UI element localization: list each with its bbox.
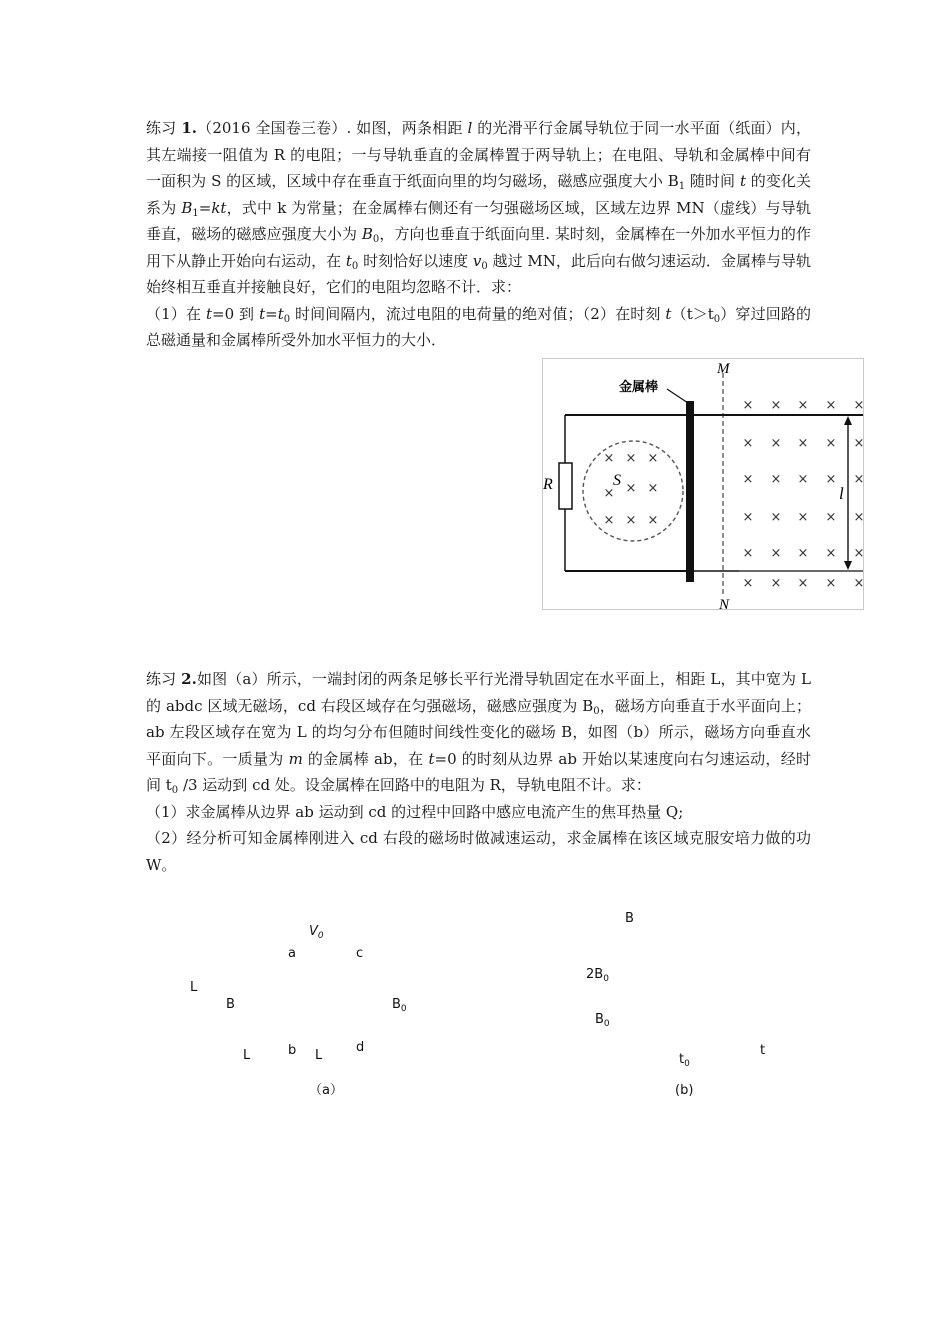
var-v: v (472, 251, 482, 270)
var-t: t (428, 749, 435, 768)
text-span: = (265, 304, 278, 323)
tick-label-t0: $t_0$ (679, 1052, 690, 1069)
field-cross-mark: × (853, 510, 865, 525)
exercise-2-question-2: （2）经分析可知金属棒刚进入 cd 右段的磁场时做减速运动，求金属棒在该区域克服安培力做的功 W。 (146, 829, 811, 874)
rod-pointer (667, 389, 688, 403)
field-cross-mark: × (625, 451, 637, 466)
var-B: B (181, 198, 193, 217)
exercise-2-body (146, 666, 811, 799)
arrow-head (844, 416, 852, 425)
axis-label-B: B (625, 911, 634, 926)
text-span: = (198, 198, 212, 217)
subscript: 1 (678, 181, 686, 192)
var-t: t (277, 304, 284, 323)
text-span: =0 的时刻从边界 ab 开始以某速度向右匀速运动，经时间 t (146, 749, 811, 794)
exercise-1-number: 1. (181, 119, 197, 137)
field-cross-mark: × (797, 472, 809, 487)
arrow-head (844, 561, 852, 570)
field-cross-mark: × (797, 546, 809, 561)
field-cross-mark: × (797, 398, 809, 413)
field-cross-mark: × (742, 436, 754, 451)
figure-1-svg (543, 359, 865, 613)
exercise-1-body (146, 115, 811, 301)
subscript: 0 (481, 260, 488, 272)
label-S: S (613, 472, 621, 489)
subscript: 0 (593, 705, 600, 717)
metal-rod (686, 401, 694, 582)
text-span: /3 运动到 cd 处。设金属棒在回路中的电阻为 R，导轨电阻不计。求： (178, 776, 651, 794)
axis-label-t: t (760, 1043, 766, 1058)
var-l: l (467, 119, 473, 137)
circle-field-crosses (604, 451, 659, 528)
label-N: N (719, 597, 730, 613)
field-cross-mark: × (742, 398, 754, 413)
field-cross-mark: × (647, 513, 659, 528)
label-l: l (839, 484, 844, 503)
subscript: 0 (351, 260, 359, 272)
field-cross-mark: × (825, 472, 837, 487)
exercise-1-questions (146, 301, 811, 354)
var-B: B (361, 225, 373, 243)
field-cross-mark: × (603, 486, 615, 501)
field-cross-mark: × (742, 576, 754, 591)
exercise-1-source: （2016 全国卷三卷） (196, 119, 347, 137)
field-cross-mark: × (742, 472, 754, 487)
label-metal-rod: 金属棒 (619, 380, 659, 395)
subscript: 0 (372, 234, 380, 245)
figure-2b-caption: (b) (675, 1083, 694, 1098)
field-cross-mark: × (825, 510, 837, 525)
text-span: 越过 MN，此后向右做匀速运动．金属棒与导轨始终相互垂直并接触良好，它们的电阻均忽略不计．求： (146, 251, 811, 296)
text-span: ）穿过回路的总磁通量和金属棒所受外加水平恒力的大小． (146, 304, 811, 349)
exercise-1 (146, 115, 811, 354)
var-t: t (665, 304, 672, 323)
field-cross-mark: × (603, 513, 615, 528)
text-span: （1）在 (146, 304, 206, 323)
var-t: t (345, 251, 352, 270)
field-cross-mark: × (797, 436, 809, 451)
tick-label-B0: $B_0$ (595, 1012, 610, 1029)
text-span: （t＞t (671, 304, 714, 323)
field-cross-mark: × (625, 513, 637, 528)
label-V0: $V_0$ (309, 924, 324, 941)
label-R: R (543, 476, 553, 493)
text-span: . 如图，两条相距 (346, 119, 468, 137)
field-cross-mark: × (625, 481, 637, 496)
subscript: 0 (713, 313, 721, 325)
field-cross-mark: × (853, 398, 865, 413)
var-t: t (739, 172, 746, 190)
tick-label-2B0: $2B_0$ (586, 967, 609, 984)
subscript: 0 (171, 785, 179, 796)
field-cross-mark: × (770, 510, 782, 525)
resistor (559, 463, 572, 509)
var-t: t (206, 304, 213, 323)
label-L: L (243, 1048, 251, 1063)
text-span: ，磁场方向垂直于水平面向上；ab 左段区域存在宽为 L 的均匀分布但随时间线性变化的磁场 B，如图（b）所示，磁场方向垂直水平面向下。一质量为 (146, 696, 811, 768)
field-cross-mark: × (770, 576, 782, 591)
label-b: b (288, 1043, 297, 1058)
field-cross-mark: × (797, 576, 809, 591)
var-kt: kt (211, 198, 227, 217)
text-span: ，式中 k 为常量；在金属棒右侧还有一匀强磁场区域，区域左边界 MN（虚线）与导轨垂直，磁场的磁感应强度大小为 (146, 198, 811, 243)
field-cross-mark: × (603, 451, 615, 466)
field-cross-mark: × (853, 576, 865, 591)
field-cross-mark: × (770, 436, 782, 451)
text-span: 随时间 (685, 172, 740, 190)
field-cross-mark: × (770, 398, 782, 413)
figure-2a-caption: （a） (309, 1083, 343, 1098)
exercise-2 (146, 666, 811, 878)
exercise-1-prefix: 练习 (146, 119, 182, 137)
label-a: a (288, 946, 296, 961)
var-m: m (288, 749, 303, 768)
text-span: 的变化关系为 (146, 172, 811, 217)
text-span: 时间间隔内，流过电阻的电荷量的绝对值；（2）在时刻 (290, 304, 666, 323)
label-d: d (356, 1040, 365, 1055)
field-cross-mark: × (797, 510, 809, 525)
exercise-2-prefix: 练习 (146, 670, 182, 688)
field-cross-mark: × (853, 472, 865, 487)
field-cross-mark: × (647, 481, 659, 496)
field-cross-mark: × (825, 576, 837, 591)
field-cross-mark: × (825, 436, 837, 451)
label-M: M (717, 361, 730, 377)
field-cross-mark: × (853, 436, 865, 451)
field-cross-mark: × (770, 546, 782, 561)
label-L: L (315, 1048, 323, 1063)
exercise-2-question-1: （1）求金属棒从边界 ab 运动到 cd 的过程中回路中感应电流产生的焦耳热量 Q; (146, 802, 684, 821)
text-span: =0 到 (212, 304, 260, 323)
field-cross-mark: × (742, 510, 754, 525)
var-t: t (259, 304, 266, 323)
field-cross-mark: × (825, 546, 837, 561)
text-span: 的金属棒 ab，在 (302, 749, 429, 768)
label-L: L (190, 980, 198, 995)
field-cross-mark: × (853, 546, 865, 561)
text-span: ，方向也垂直于纸面向里. 某时刻，金属棒在一外加水平恒力的作用下从静止开始向右运动，在 (146, 225, 811, 270)
field-cross-mark: × (770, 472, 782, 487)
field-cross-mark: × (742, 546, 754, 561)
label-B0: $B_0$ (392, 997, 407, 1014)
figure-1-circuit (542, 358, 865, 613)
exercise-2-number: 2. (181, 670, 197, 688)
subscript: 0 (283, 313, 291, 325)
field-cross-mark: × (825, 398, 837, 413)
field-cross-mark: × (647, 451, 659, 466)
label-c: c (356, 946, 364, 961)
text-span: 如图（a）所示，一端封闭的两条足够长平行光滑导轨固定在水平面上，相距 L，其中宽为 L 的 abdc 区域无磁场，cd 右段区域存在匀强磁场，磁感应强度为 B (146, 670, 811, 715)
subscript: 1 (192, 207, 199, 219)
text-span: 时刻恰好以速度 (358, 251, 473, 270)
label-B: B (226, 997, 235, 1012)
text-span: 的光滑平行金属导轨位于同一水平面（纸面）内，其左端接一阻值为 R 的电阻；一与导轨垂直的金属棒置于两导轨上；在电阻、导轨和金属棒中间有一面积为 S 的区域，区域中存在垂直于纸面向里的均匀磁场，磁感应强度大小 B (146, 119, 811, 190)
